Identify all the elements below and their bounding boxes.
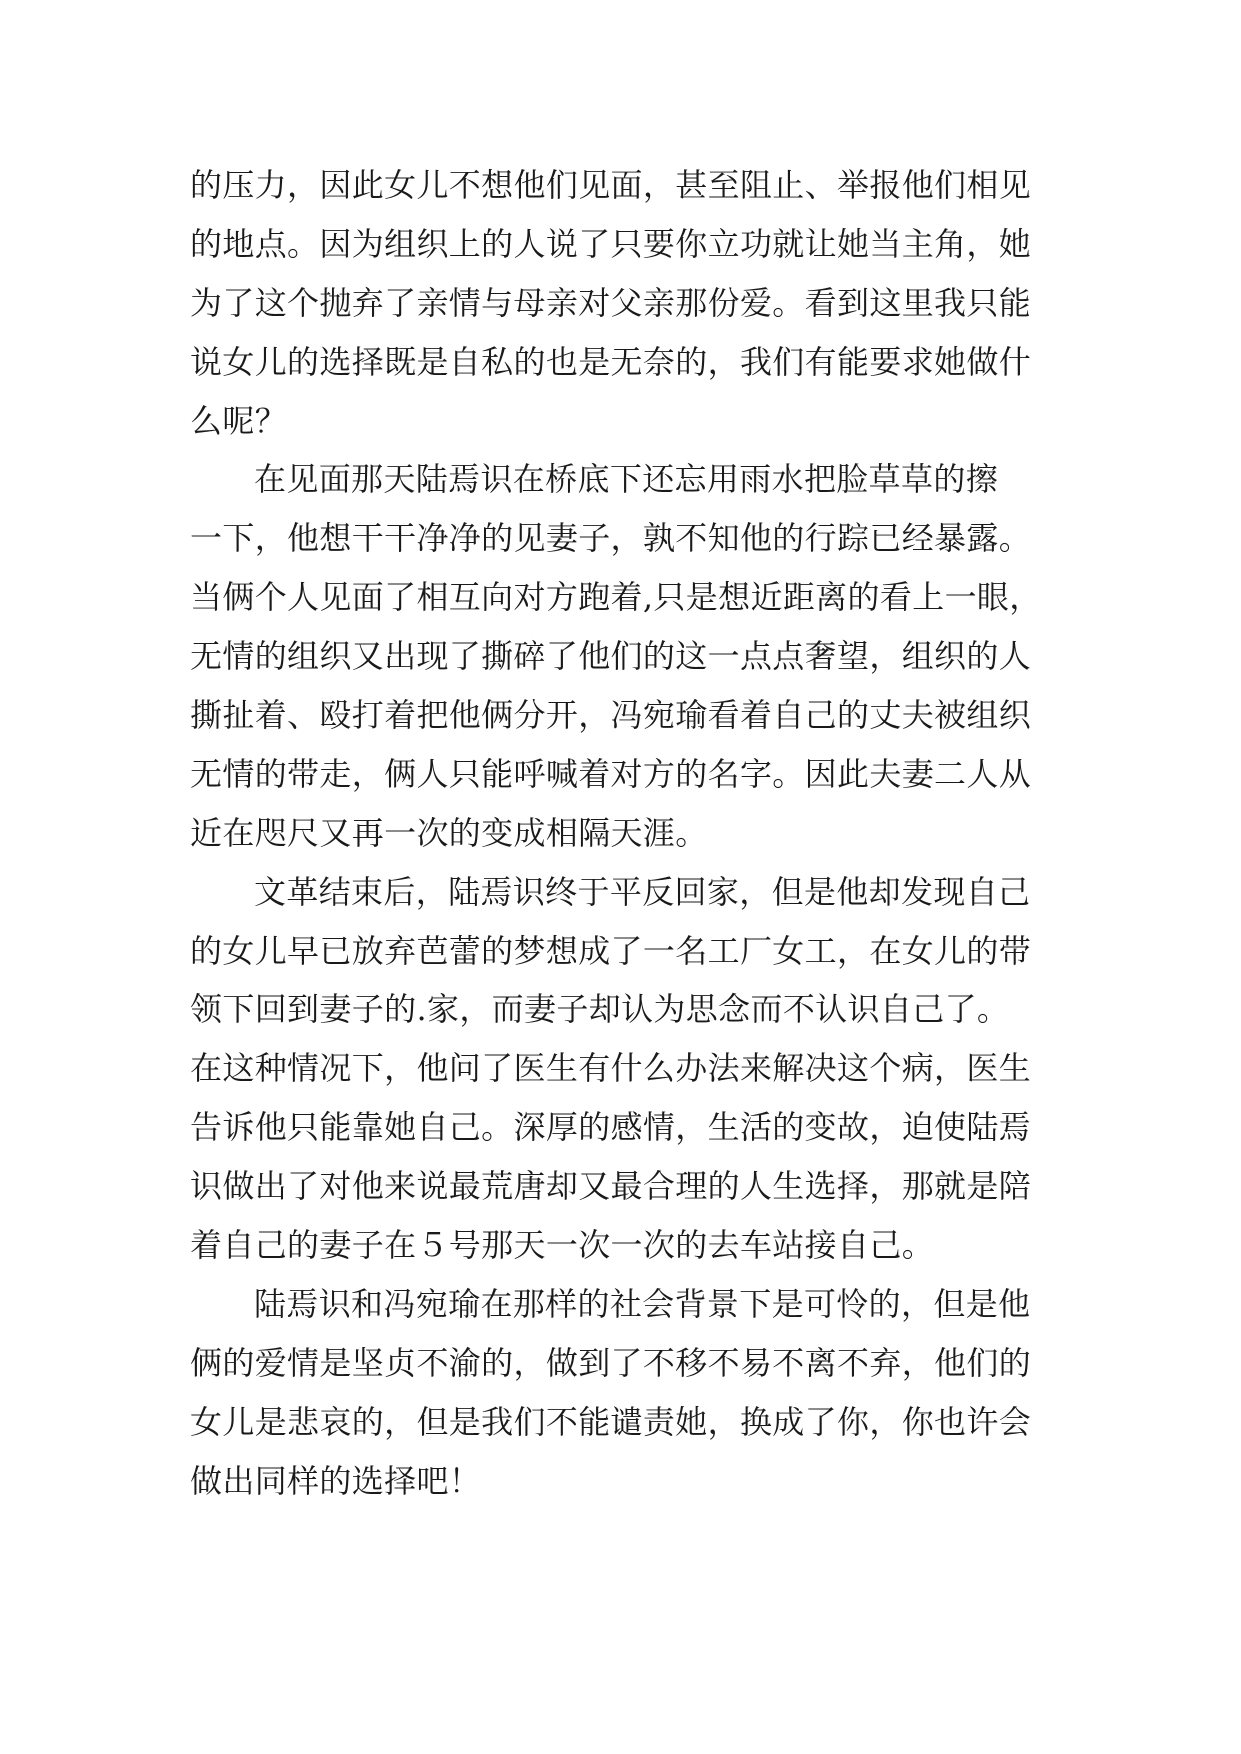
text-line-indented: 在见面那天陆焉识在桥底下还忘用雨水把脸草草的擦 <box>254 460 999 499</box>
document-body <box>190 156 1048 1510</box>
text-line: 无情的带走，俩人只能呼喊着对方的名字。因此夫妻二人从 <box>190 754 1032 793</box>
text-line: 一下，他想干干净净的见妻子，孰不知他的行踪已经暴露。 <box>190 519 1032 558</box>
text-line: 俩的爱情是坚贞不渝的，做到了不移不易不离不弃，他们的 <box>190 1343 1032 1382</box>
text-line: 的地点。因为组织上的人说了只要你立功就让她当主角，她 <box>190 224 1032 263</box>
text-line: 领下回到妻子的.家，而妻子却认为思念而不认识自己了。 <box>190 990 1010 1029</box>
text-line: 女儿是悲哀的，但是我们不能谴责她，换成了你，你也许会 <box>190 1402 1032 1441</box>
text-line: 识做出了对他来说最荒唐却又最合理的人生选择，那就是陪 <box>190 1167 1032 1206</box>
text-line: 做出同样的选择吧！ <box>190 1461 482 1500</box>
paragraph-2 <box>190 450 1048 862</box>
paragraph-3 <box>190 863 1048 1275</box>
text-line: 的女儿早已放弃芭蕾的梦想成了一名工厂女工，在女儿的带 <box>190 931 1032 970</box>
text-line: 无情的组织又出现了撕碎了他们的这一点点奢望，组织的人 <box>190 637 1032 676</box>
text-line: 么呢？ <box>190 401 288 440</box>
text-line: 说女儿的选择既是自私的也是无奈的，我们有能要求她做什 <box>190 342 1032 381</box>
text-line: 的压力，因此女儿不想他们见面，甚至阻止、举报他们相见 <box>190 166 1032 204</box>
text-line: 着自己的妻子在５号那天一次一次的去车站接自己。 <box>190 1226 935 1265</box>
text-line-indented: 文革结束后，陆焉识终于平反回家，但是他却发现自己 <box>254 872 1031 911</box>
text-line: 为了这个抛弃了亲情与母亲对父亲那份爱。看到这里我只能 <box>190 283 1032 322</box>
text-line: 当俩个人见面了相互向对方跑着,只是想近距离的看上一眼， <box>190 578 1042 617</box>
text-line: 撕扯着、殴打着把他俩分开，冯宛瑜看着自己的丈夫被组织 <box>190 696 1032 735</box>
paragraph-1 <box>190 156 1048 450</box>
text-line: 近在咫尺又再一次的变成相隔天涯。 <box>190 813 708 852</box>
text-line: 在这种情况下，他问了医生有什么办法来解决这个病，医生 <box>190 1049 1032 1088</box>
paragraph-4 <box>190 1275 1048 1511</box>
text-line-indented: 陆焉识和冯宛瑜在那样的社会背景下是可怜的，但是他 <box>254 1284 1031 1323</box>
text-line: 告诉他只能靠她自己。深厚的感情，生活的变故，迫使陆焉 <box>190 1108 1032 1147</box>
